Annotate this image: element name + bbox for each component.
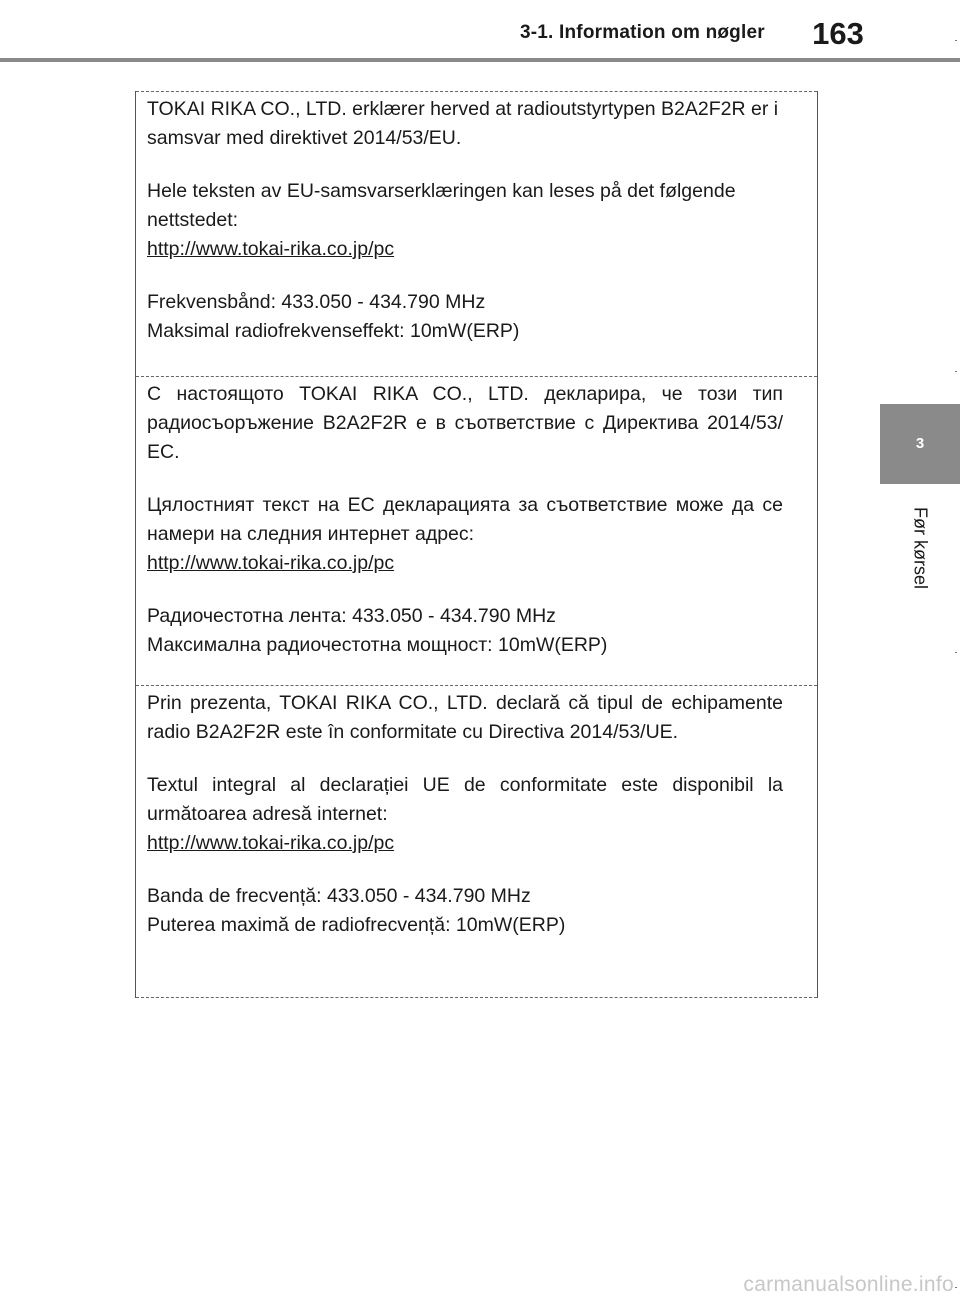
header-rule [0, 58, 960, 62]
max-power: Puterea maximă de radiofrecvență: 10mW(ERP) [147, 914, 566, 936]
frequency-band: Frekvensbånd: 433.050 - 434.790 MHz [147, 291, 486, 313]
section-divider [136, 997, 817, 998]
margin-tick [955, 1287, 957, 1288]
declaration-url-link[interactable]: http://www.tokai-rika.co.jp/pc [147, 832, 395, 854]
declaration-section-bulgarian [147, 380, 783, 660]
section-divider [136, 376, 817, 377]
section-header-title: 3-1. Information om nøgler [520, 22, 765, 43]
section-divider [136, 91, 817, 92]
chapter-label: Før kørsel [910, 507, 931, 589]
margin-tick [955, 652, 957, 653]
frequency-band: Banda de frecvență: 433.050 - 434.790 MHz [147, 885, 531, 907]
watermark: carmanualsonline.info [743, 1273, 954, 1296]
section-divider [136, 685, 817, 686]
declaration-text: С настоящото TOKAI RIKA CO., LTD. декларира, че този тип радиосъоръжение B2A2F2R е в съответствие с Директива 2014/53/ЕС. [147, 383, 783, 463]
declaration-text: TOKAI RIKA CO., LTD. erklærer herved at radioutstyrtypen B2A2F2R er i samsvar med direktivet 2014/53/EU. [147, 98, 779, 149]
chapter-tab: 3 [880, 404, 960, 484]
max-power: Максимална радиочестотна мощност: 10mW(ERP) [147, 634, 608, 656]
margin-tick [955, 40, 957, 41]
full-text-intro: Цялостният текст на ЕС декларацията за съответствие може да се намери на следния интернет адрес: [147, 494, 783, 545]
declaration-url-link[interactable]: http://www.tokai-rika.co.jp/pc [147, 238, 395, 260]
margin-tick [955, 371, 957, 372]
page-number: 163 [812, 16, 864, 51]
declaration-section-norwegian [147, 95, 783, 346]
declaration-url-link[interactable]: http://www.tokai-rika.co.jp/pc [147, 552, 395, 574]
max-power: Maksimal radiofrekvenseffekt: 10mW(ERP) [147, 320, 520, 342]
radio-declaration-box [135, 91, 818, 998]
declaration-section-romanian [147, 689, 783, 940]
full-text-intro: Hele teksten av EU-samsvarserklæringen kan leses på det følgende nettstedet: [147, 180, 736, 231]
declaration-text: Prin prezenta, TOKAI RIKA CO., LTD. declară că tipul de echipamente radio B2A2F2R este în conformitate cu Directiva 2014/53/UE. [147, 692, 783, 743]
frequency-band: Радиочестотна лента: 433.050 - 434.790 MHz [147, 605, 556, 627]
full-text-intro: Textul integral al declarației UE de conformitate este disponibil la următoarea adresă internet: [147, 774, 783, 825]
